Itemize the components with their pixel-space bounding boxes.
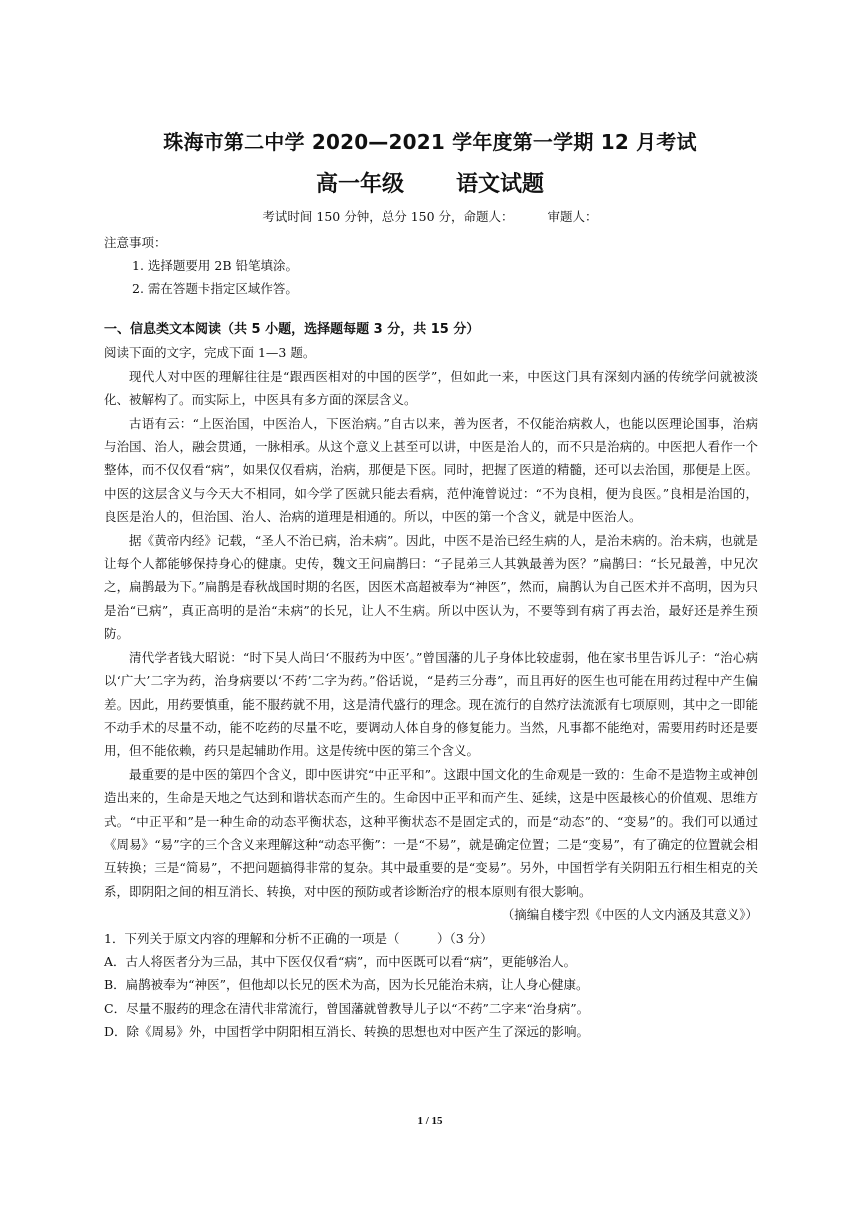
reviewer-label: 审题人： — [547, 209, 598, 224]
grade-label: 高一年级 — [315, 172, 404, 197]
passage-paragraph: 据《黄帝内经》记载，“圣人不治已病，治未病”。因此，中医不是治已经生病的人，是治未病的。治未病，也就是让每个人都能够保持身心的健康。史传，魏文王问扁鹊曰：“子昆弟三人其孰最善为医？”扁鹊曰：“长兄最善，中兄次之，扁鹊最为下。”扁鹊是春秋战国时期的名医，因医术高超被奉为“神医”，然而，扁鹊认为自己医术并不高明，因为只是治“已病”，真正高明的是治“未病”的长兄，让人不生病。所以中医认为，不要等到有病了再去治，最好还是养生预防。 — [104, 532, 758, 642]
notice-heading: 注意事项： — [104, 235, 167, 250]
question-option: A．古人将医者分为三品，其中下医仅仅看“病”，而中医既可以看“病”，更能够治人。 — [104, 953, 577, 969]
notice-item: 2. 需在答题卡指定区域作答。 — [132, 281, 298, 296]
exam-subtitle — [0, 167, 860, 198]
passage-paragraph: 现代人对中医的理解往往是“跟西医相对的中国的医学”，但如此一来，中医这门具有深刻内涵的传统学问就被淡化、被解构了。而实际上，中医具有多方面的深层含义。 — [104, 368, 758, 408]
section-reading — [104, 318, 758, 1044]
subject-label: 语文试题 — [456, 172, 545, 197]
question-option: C．尽量不服药的理念在清代非常流行，曾国藩就曾教导儿子以“不药”二字来“治身病”。 — [104, 1000, 590, 1016]
section-heading: 一、信息类文本阅读（共 5 小题，选择题每题 3 分，共 15 分） — [104, 322, 480, 337]
passage-source: （摘编自楼宇烈《中医的人文内涵及其意义》） — [501, 907, 758, 923]
notice-item: 1. 选择题要用 2B 铅笔填涂。 — [132, 258, 298, 273]
page-number: 1 / 15 — [417, 1115, 443, 1127]
passage-paragraph: 古语有云：“上医治国，中医治人，下医治病。”自古以来，善为医者，不仅能治病救人，也能以医理论国事，治病与治国、治人，融会贯通，一脉相承。从这个意义上甚至可以讲，中医是治人的，而不只是治病的。中医把人看作一个整体，而不仅仅看“病”，如果仅仅看病，治病，那便是下医。同时，把握了医道的精髓，还可以去治国，那便是上医。中医的这层含义与今天大不相同，如今学了医就只能去看病，范仲淹曾说过：“不为良相，便为良医。”良相是治国的，良医是治人的，但治国、治人、治病的道理是相通的。所以，中医的第一个含义，就是中医治人。 — [104, 415, 758, 525]
notice-block — [104, 231, 298, 300]
reading-instruction: 阅读下面的文字，完成下面 1—3 题。 — [104, 345, 316, 361]
question-option: D．除《周易》外，中国哲学中阴阳相互消长、转换的思想也对中医产生了深远的影响。 — [104, 1024, 590, 1040]
question-option: B．扁鹊被奉为“神医”，但他却以长兄的医术为高，因为长兄能治未病，让人身心健康。 — [104, 977, 589, 993]
question-stem: 1．下列关于原文内容的理解和分析不正确的一项是（ ）（3 分） — [104, 930, 493, 946]
exam-title: 珠海市第二中学 2020—2021 学年度第一学期 12 月考试 — [163, 130, 697, 154]
passage-paragraph: 清代学者钱大昭说：“时下吴人尚曰‘不服药为中医’。”曾国藩的儿子身体比较虚弱，他在家书里告诉儿子：“治心病以‘广大’二字为药，治身病要以‘不药’二字为药。”俗话说，“是药三分毒”，而且再好的医生也可能在用药过程中产生偏差。因此，用药要慎重，能不服药就不用，这是清代盛行的理念。现在流行的自然疗法流派有七项原则，其中之一即能不动手术的尽量不动，能不吃药的尽量不吃，要调动人体自身的修复能力。当然，凡事都不能绝对，需要用药时还是要用，但不能依赖，药只是起辅助作用。这是传统中医的第三个含义。 — [104, 649, 758, 759]
exam-meta — [0, 207, 860, 225]
exam-info: 考试时间 150 分钟，总分 150 分，命题人： — [262, 209, 514, 224]
passage-paragraph: 最重要的是中医的第四个含义，即中医讲究“中正平和”。这跟中国文化的生命观是一致的：生命不是造物主或神创造出来的，生命是天地之气达到和谐状态而产生的。生命因中正平和而产生、延续，这是中医最核心的价值观、思维方式。“中正平和”是一种生命的动态平衡状态，这种平衡状态不是固定式的，而是“动态”的、“变易”的。我们可以通过《周易》“易”字的三个含义来理解这种“动态平衡”：一是“不易”，就是确定位置；二是“变易”，有了确定的位置就会相互转换；三是“简易”，不把问题搞得非常的复杂。其中最重要的是“变易”。另外，中国哲学有关阴阳五行相生相克的关系，即阴阳之间的相互消长、转换，对中医的预防或者诊断治疗的根本原则有很大影响。 — [104, 766, 758, 899]
